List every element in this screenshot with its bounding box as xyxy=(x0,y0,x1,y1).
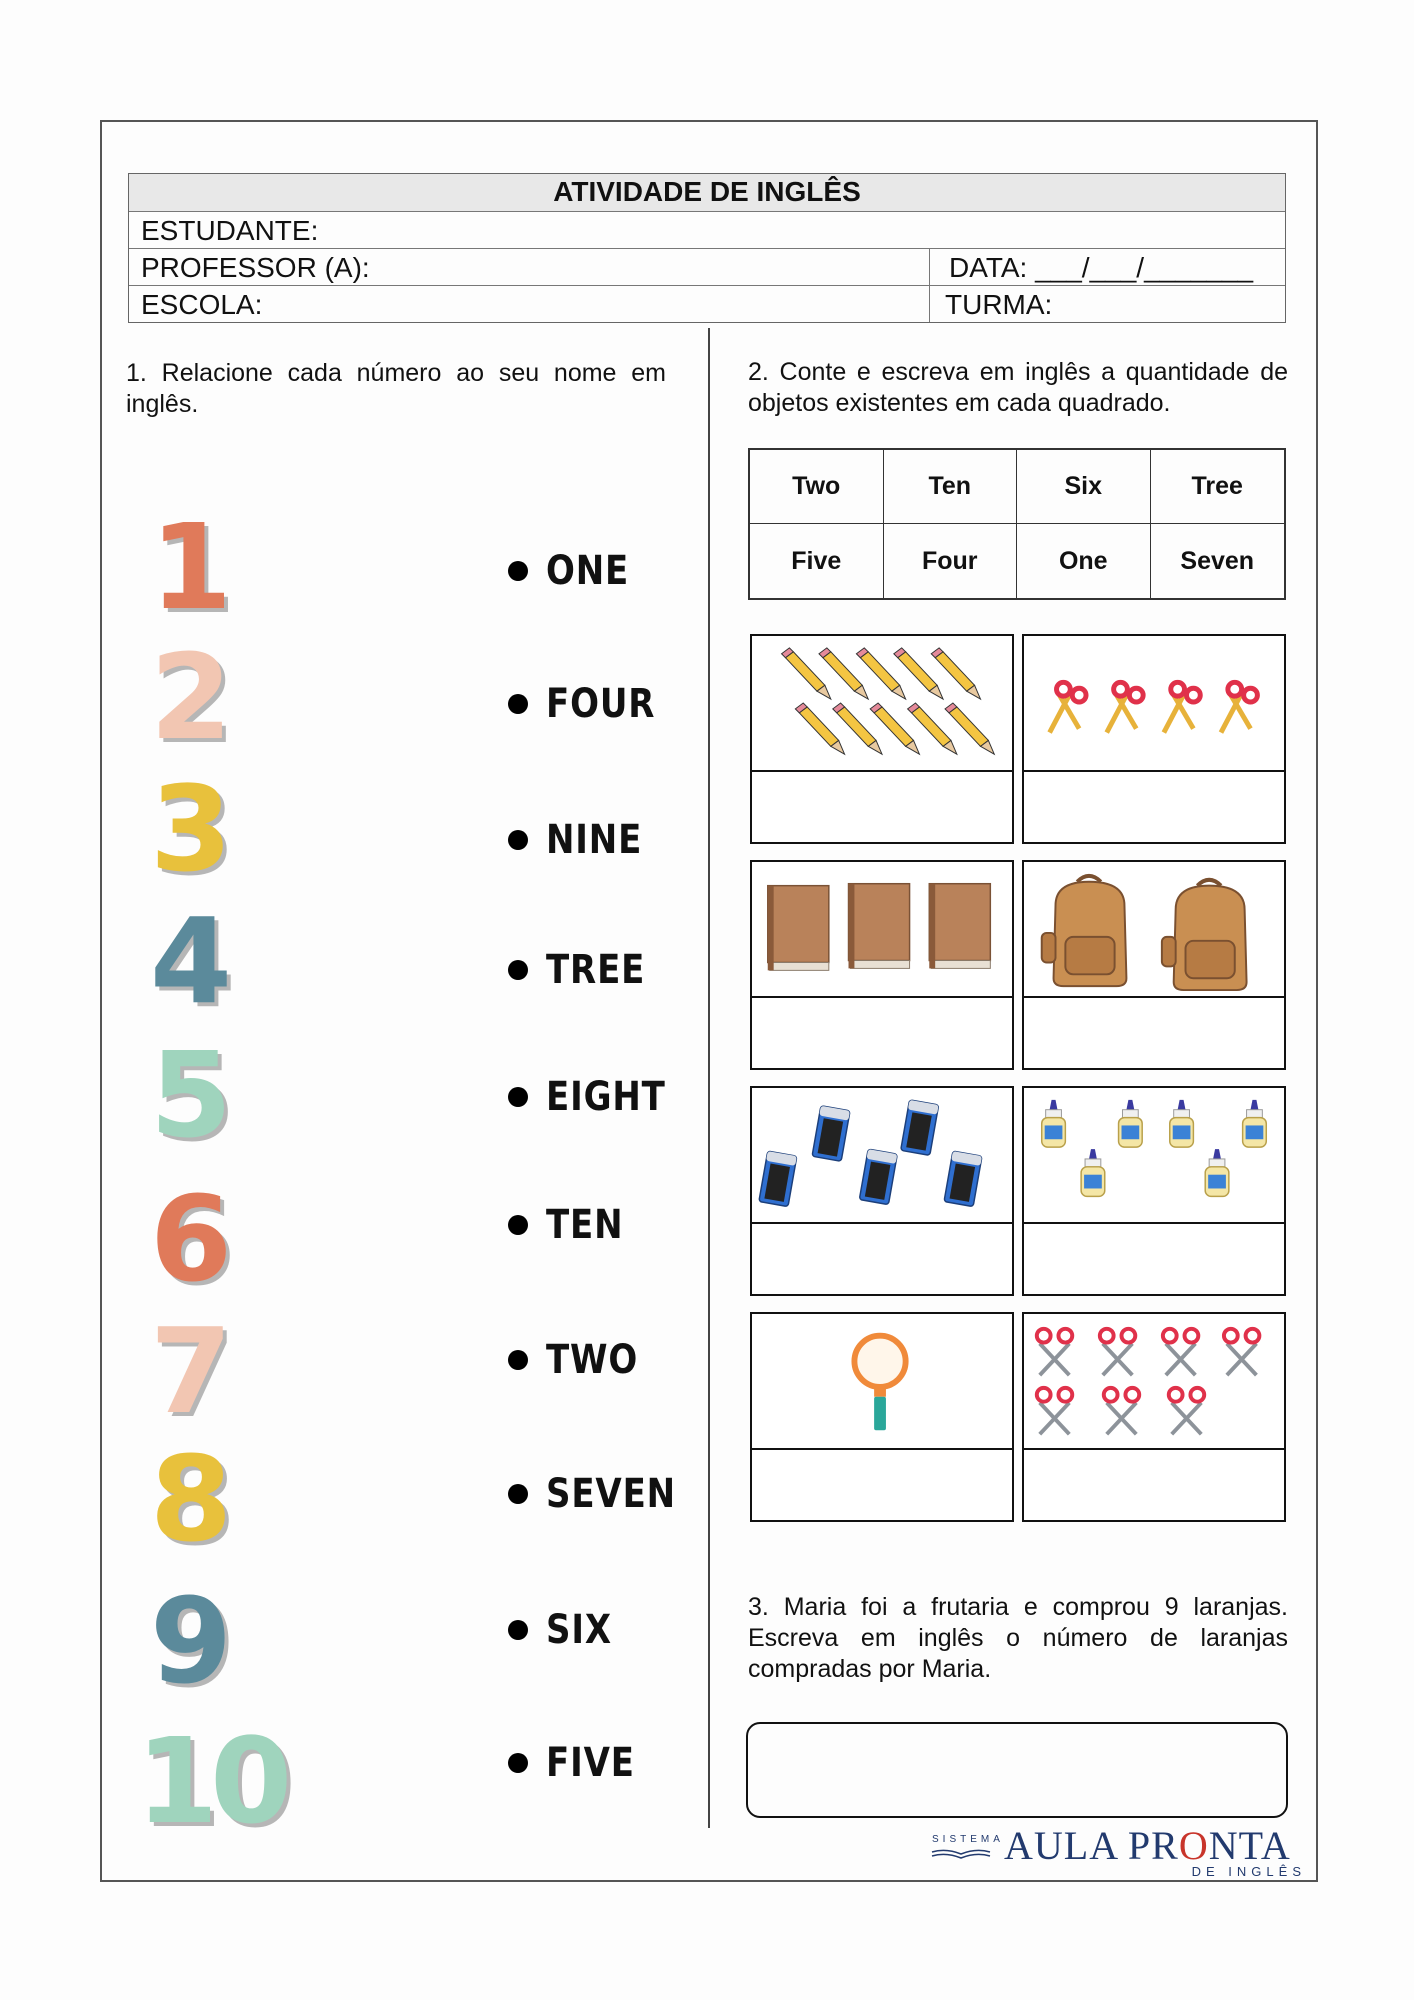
logo-wordmark xyxy=(1004,1822,1291,1869)
word-option[interactable] xyxy=(508,1738,651,1788)
pencils-picture xyxy=(752,636,1012,772)
match-dot[interactable] xyxy=(508,1484,528,1504)
word-bank-item: Five xyxy=(750,524,884,598)
count-box xyxy=(1022,634,1286,844)
numeral-10: 10 xyxy=(136,1712,285,1850)
word-bank-item: Tree xyxy=(1151,450,1285,524)
school-label: ESCOLA: xyxy=(141,289,263,320)
word-label: TREE xyxy=(546,947,646,993)
numeral-2: 2 xyxy=(150,628,233,766)
numeral-4: 4 xyxy=(150,892,233,1030)
match-dot[interactable] xyxy=(508,960,528,980)
aula-pronta-logo xyxy=(928,1822,1308,1878)
magnifier-icon xyxy=(854,1336,905,1431)
scissors-picture xyxy=(1024,1314,1284,1450)
word-option[interactable] xyxy=(508,679,675,729)
count-box xyxy=(750,860,1014,1070)
q1-instructions: 1. Relacione cada número ao seu nome em inglês. xyxy=(126,359,666,418)
count-box xyxy=(1022,1312,1286,1522)
glue-icon xyxy=(1042,1100,1267,1197)
scissors-icon xyxy=(1050,682,1258,732)
word-label: FIVE xyxy=(546,1740,635,1786)
match-dot[interactable] xyxy=(508,1350,528,1370)
teacher-label: PROFESSOR (A): xyxy=(141,252,370,283)
open-book-icon xyxy=(930,1848,992,1860)
word-option[interactable] xyxy=(508,1335,654,1385)
match-dot[interactable] xyxy=(508,1087,528,1107)
word-bank-item: Ten xyxy=(884,450,1018,524)
word-label: TWO xyxy=(546,1337,639,1383)
numeral-5: 5 xyxy=(150,1026,233,1164)
word-bank-item: Six xyxy=(1017,450,1151,524)
count-box xyxy=(1022,1086,1286,1296)
erasers-picture xyxy=(752,1088,1012,1224)
match-dot[interactable] xyxy=(508,1215,528,1235)
match-dot[interactable] xyxy=(508,830,528,850)
scissors-picture xyxy=(1024,636,1284,772)
count-box xyxy=(1022,860,1286,1070)
match-dot[interactable] xyxy=(508,1620,528,1640)
word-option[interactable] xyxy=(508,546,644,596)
logo-wordmark-highlight: O xyxy=(1178,1823,1209,1868)
school-row[interactable] xyxy=(129,285,1285,322)
count-box xyxy=(750,1086,1014,1296)
student-row[interactable] xyxy=(129,211,1285,248)
eraser-icon xyxy=(759,1100,982,1207)
word-bank xyxy=(748,448,1286,600)
numeral-1: 1 xyxy=(150,498,233,636)
word-label: NINE xyxy=(546,817,643,863)
word-option[interactable] xyxy=(508,815,659,865)
book-icon xyxy=(768,884,991,971)
word-bank-item: Four xyxy=(884,524,1018,598)
student-label: ESTUDANTE: xyxy=(141,215,319,246)
q2-instructions: 2. Conte e escreva em inglês a quantidade de objetos existentes em cada quadrado. xyxy=(748,358,1288,417)
header-divider xyxy=(929,286,930,322)
pencil-icon xyxy=(782,648,995,754)
books-picture xyxy=(752,862,1012,998)
count-box xyxy=(750,1312,1014,1522)
word-bank-item: Two xyxy=(750,450,884,524)
header-table xyxy=(128,173,1286,323)
numeral-6: 6 xyxy=(150,1170,233,1308)
word-bank-item: One xyxy=(1017,524,1151,598)
glue-picture xyxy=(1024,1088,1284,1224)
scissors-icon xyxy=(1037,1329,1260,1434)
count-box xyxy=(750,634,1014,844)
word-option[interactable] xyxy=(508,1605,624,1655)
class-label: TURMA: xyxy=(945,289,1053,320)
word-label: TEN xyxy=(546,1202,624,1248)
logo-wordmark-part: NTA xyxy=(1208,1823,1291,1868)
worksheet-title: ATIVIDADE DE INGLÊS xyxy=(129,174,1285,211)
word-label: SEVEN xyxy=(546,1471,676,1517)
word-bank-item: Seven xyxy=(1180,546,1255,575)
word-label: EIGHT xyxy=(546,1074,666,1120)
word-label: FOUR xyxy=(546,681,656,727)
word-option[interactable] xyxy=(508,945,663,995)
backpack-icon xyxy=(1042,876,1247,990)
numeral-9: 9 xyxy=(150,1572,233,1710)
logo-sistema: SISTEMA xyxy=(932,1834,1004,1845)
word-option[interactable] xyxy=(508,1072,687,1122)
q3-answer-box[interactable] xyxy=(746,1722,1288,1818)
column-divider xyxy=(708,328,710,1828)
word-option[interactable] xyxy=(508,1469,699,1519)
header-divider xyxy=(929,249,930,285)
magnifier-picture xyxy=(752,1314,1012,1450)
numeral-3: 3 xyxy=(150,760,233,898)
match-dot[interactable] xyxy=(508,1753,528,1773)
q3-instructions: 3. Maria foi a frutaria e comprou 9 laranjas. Escreva em inglês o número de laranjas compradas por Maria. xyxy=(748,1593,1288,1683)
date-label: DATA: ___/___/_______ xyxy=(949,252,1254,283)
logo-wordmark-part: AULA PR xyxy=(1004,1823,1179,1868)
word-label: SIX xyxy=(546,1607,612,1653)
teacher-row[interactable] xyxy=(129,248,1285,285)
backpacks-picture xyxy=(1024,862,1284,998)
numeral-8: 8 xyxy=(150,1430,233,1568)
logo-subtitle: DE INGLÊS xyxy=(1191,1864,1306,1879)
match-dot[interactable] xyxy=(508,561,528,581)
match-dot[interactable] xyxy=(508,694,528,714)
numeral-7: 7 xyxy=(150,1302,233,1440)
word-label: ONE xyxy=(546,548,630,594)
word-option[interactable] xyxy=(508,1200,637,1250)
